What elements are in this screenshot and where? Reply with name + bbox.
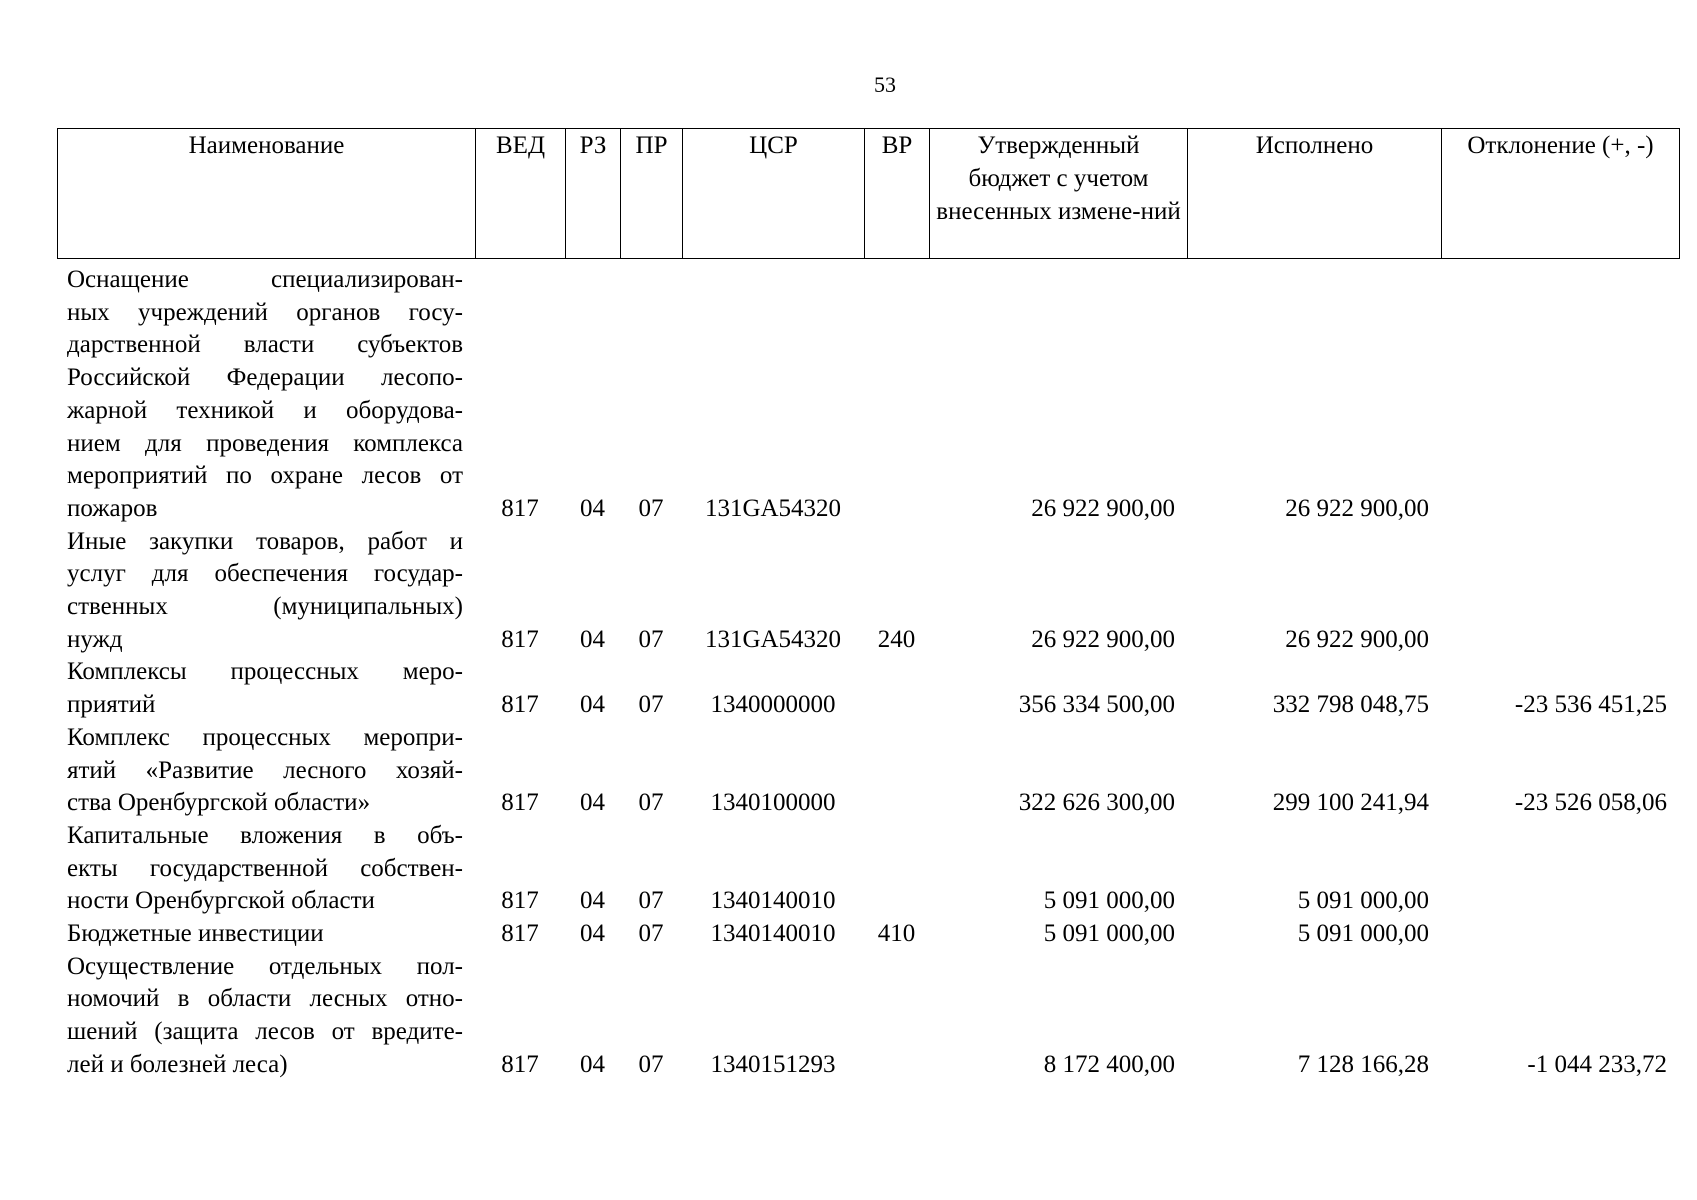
cell-vr <box>864 722 929 820</box>
cell-pr: 07 <box>638 887 664 915</box>
table-row <box>57 264 1679 526</box>
row-name-line: приятий <box>67 691 156 719</box>
row-name-line: мероприятий по охране лесов от <box>67 462 463 490</box>
cell-pr: 07 <box>638 789 664 817</box>
table-row <box>57 656 1679 721</box>
cell-rz: 04 <box>580 789 605 817</box>
cell-deviation <box>1441 526 1679 657</box>
cell-pr: 07 <box>638 1050 664 1078</box>
cell-csr: 131GA54320 <box>704 494 842 522</box>
table-row <box>57 722 1679 820</box>
row-name-line: нужд <box>67 625 123 653</box>
row-name-line: ятий «Развитие лесного хозяй- <box>67 756 463 784</box>
header-approved: Утвержденный бюджет с учетом внесенных измене-ний <box>930 129 1188 259</box>
cell-vr: 410 <box>877 920 916 948</box>
row-name-line: ных учреждений органов госу- <box>67 298 463 326</box>
cell-csr: 1340100000 <box>710 789 836 817</box>
cell-csr: 1340140010 <box>710 887 836 915</box>
cell-vr: 240 <box>877 625 916 653</box>
row-name-line: Иные закупки товаров, работ и <box>67 527 463 555</box>
row-name-line: ства Оренбургской области» <box>67 789 371 817</box>
row-name <box>57 526 475 657</box>
cell-deviation: -1 044 233,72 <box>1527 1050 1667 1078</box>
cell-approved: 26 922 900,00 <box>1031 494 1175 522</box>
cell-ved: 817 <box>501 920 539 948</box>
row-name-line: Комплексы процессных меро- <box>67 658 463 686</box>
cell-csr: 1340140010 <box>710 920 836 948</box>
cell-ved: 817 <box>501 494 539 522</box>
cell-pr: 07 <box>638 920 664 948</box>
cell-executed: 26 922 900,00 <box>1285 494 1429 522</box>
cell-ved: 817 <box>501 887 539 915</box>
cell-approved: 5 091 000,00 <box>1043 920 1175 948</box>
row-name-line: ности Оренбургской области <box>67 887 375 915</box>
row-name-line: дарственной власти субъектов <box>67 331 463 359</box>
row-name <box>57 918 475 951</box>
cell-rz: 04 <box>580 887 605 915</box>
table-header <box>57 128 1680 259</box>
cell-approved: 26 922 900,00 <box>1031 625 1175 653</box>
header-name: Наименование <box>58 129 476 259</box>
header-csr: ЦСР <box>683 129 865 259</box>
cell-deviation: -23 526 058,06 <box>1514 789 1667 817</box>
row-name-line: Оснащение специализирован- <box>67 266 463 293</box>
cell-deviation: -23 536 451,25 <box>1514 691 1667 719</box>
cell-ved: 817 <box>501 625 539 653</box>
cell-rz: 04 <box>580 691 605 719</box>
table-row <box>57 820 1679 918</box>
page-number: 53 <box>874 72 896 97</box>
row-name-line: Осуществление отдельных пол- <box>67 952 463 980</box>
cell-pr: 07 <box>638 494 664 522</box>
cell-vr <box>864 951 929 1082</box>
row-name <box>57 820 475 918</box>
cell-rz: 04 <box>580 625 605 653</box>
cell-executed: 5 091 000,00 <box>1297 920 1429 948</box>
cell-rz: 04 <box>580 920 605 948</box>
cell-ved: 817 <box>501 691 539 719</box>
cell-pr: 07 <box>638 625 664 653</box>
cell-deviation <box>1441 918 1679 951</box>
header-deviation: Отклонение (+, -) <box>1442 129 1680 259</box>
cell-deviation <box>1441 264 1679 526</box>
cell-ved: 817 <box>501 789 539 817</box>
header-pr: ПР <box>621 129 683 259</box>
table-row <box>57 526 1679 657</box>
row-name-line: Российской Федерации лесопо- <box>67 364 463 392</box>
row-name-line: нием для проведения комплекса <box>67 429 463 457</box>
row-name-line: Капитальные вложения в объ- <box>67 821 463 849</box>
cell-vr <box>864 656 929 721</box>
table-row <box>57 918 1679 951</box>
header-rz: РЗ <box>566 129 621 259</box>
cell-vr <box>864 264 929 526</box>
cell-executed: 5 091 000,00 <box>1297 887 1429 915</box>
header-ved: ВЕД <box>476 129 566 259</box>
row-name-line: номочий в области лесных отно- <box>67 985 463 1013</box>
cell-csr: 1340000000 <box>710 691 836 719</box>
row-name-line: екты государственной собствен- <box>67 854 463 882</box>
row-name <box>57 264 475 526</box>
cell-rz: 04 <box>580 494 605 522</box>
cell-ved: 817 <box>501 1050 539 1078</box>
row-name-line: ственных (муниципальных) <box>67 593 463 621</box>
cell-approved: 8 172 400,00 <box>1043 1050 1175 1078</box>
cell-csr: 131GA54320 <box>704 625 842 653</box>
cell-executed: 299 100 241,94 <box>1272 789 1429 817</box>
table-row <box>57 951 1679 1082</box>
row-name-line: Комплекс процессных меропри- <box>67 723 463 751</box>
row-name-line: жарной техникой и оборудова- <box>67 396 463 424</box>
cell-approved: 322 626 300,00 <box>1018 789 1175 817</box>
row-name-line: лей и болезней леса) <box>67 1050 288 1078</box>
row-name <box>57 722 475 820</box>
cell-pr: 07 <box>638 691 664 719</box>
header-vr: ВР <box>865 129 930 259</box>
cell-executed: 26 922 900,00 <box>1285 625 1429 653</box>
row-name <box>57 951 475 1082</box>
cell-approved: 5 091 000,00 <box>1043 887 1175 915</box>
cell-executed: 332 798 048,75 <box>1272 691 1429 719</box>
cell-rz: 04 <box>580 1050 605 1078</box>
cell-executed: 7 128 166,28 <box>1297 1050 1429 1078</box>
header-executed: Исполнено <box>1188 129 1442 259</box>
budget-table <box>57 264 1679 1082</box>
cell-csr: 1340151293 <box>710 1050 836 1078</box>
cell-vr <box>864 820 929 918</box>
row-name <box>57 656 475 721</box>
row-name-line: шений (защита лесов от вредите- <box>67 1018 463 1046</box>
row-name-line: услуг для обеспечения государ- <box>67 560 463 588</box>
row-name-line: Бюджетные инвестиции <box>67 920 324 948</box>
cell-approved: 356 334 500,00 <box>1018 691 1175 719</box>
cell-deviation <box>1441 820 1679 918</box>
row-name-line: пожаров <box>67 494 158 522</box>
